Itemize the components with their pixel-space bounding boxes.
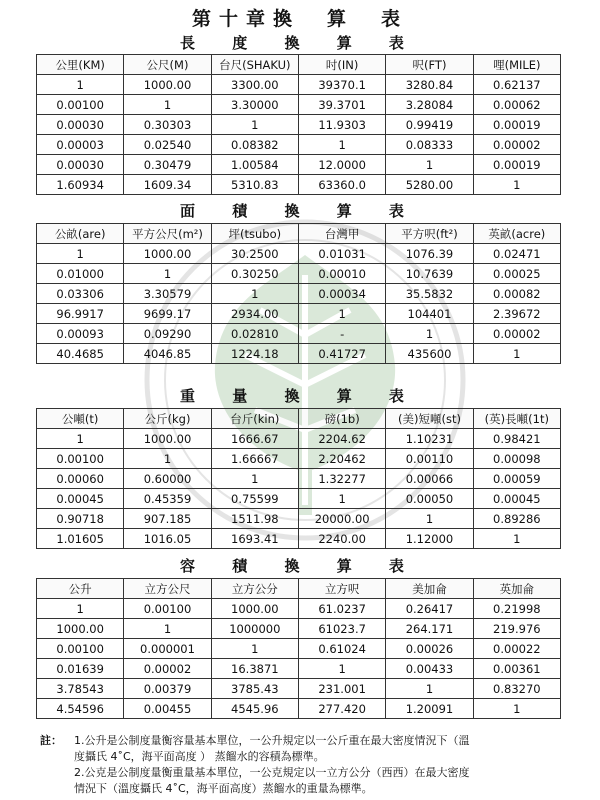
- table-cell: 1: [37, 429, 124, 449]
- table-row: [37, 699, 561, 719]
- table-cell: 0.30303: [124, 115, 211, 135]
- table-row: [37, 324, 561, 344]
- table-cell: 1693.41: [211, 529, 298, 549]
- table-row: [37, 679, 561, 699]
- table-cell: 3.28084: [386, 95, 473, 115]
- table-cell: 1.20091: [386, 699, 473, 719]
- table-cell: 1: [124, 619, 211, 639]
- table-cell: 0.61024: [298, 639, 385, 659]
- table-cell: 1: [124, 264, 211, 284]
- table-cell: 1: [386, 679, 473, 699]
- table-cell: 5280.00: [386, 175, 473, 195]
- note-2-line-2: 情況下（溫度攝氏 4˚C，海平面高度）蒸餾水的重量為標準。: [74, 782, 373, 795]
- table-cell: 3.78543: [37, 679, 124, 699]
- table-cell: 1: [37, 75, 124, 95]
- column-header: 公里(KM): [37, 55, 124, 75]
- table-cell: 96.9917: [37, 304, 124, 324]
- table-cell: 0.00093: [37, 324, 124, 344]
- table-cell: 907.185: [124, 509, 211, 529]
- table-cell: 1000.00: [37, 619, 124, 639]
- column-header: 英加侖: [473, 579, 560, 599]
- table-cell: 1666.67: [211, 429, 298, 449]
- table-cell: 0.83270: [473, 679, 560, 699]
- table-cell: 1: [37, 244, 124, 264]
- table-cell: 0.00059: [473, 469, 560, 489]
- table-cell: 277.420: [298, 699, 385, 719]
- table-cell: 1.12000: [386, 529, 473, 549]
- table-cell: 0.00100: [37, 95, 124, 115]
- table-cell: 435600: [386, 344, 473, 364]
- table-cell: 3785.43: [211, 679, 298, 699]
- column-header: 公尺(M): [124, 55, 211, 75]
- table-row: [37, 449, 561, 469]
- table-cell: 0.00002: [473, 135, 560, 155]
- table-cell: 1: [37, 599, 124, 619]
- table-cell: 1000.00: [124, 244, 211, 264]
- column-header: (英)長噸(1t): [473, 409, 560, 429]
- column-header: 吋(IN): [298, 55, 385, 75]
- table-cell: 5310.83: [211, 175, 298, 195]
- column-header: 呎(FT): [386, 55, 473, 75]
- table-cell: 0.00110: [386, 449, 473, 469]
- table-cell: 61.0237: [298, 599, 385, 619]
- table-cell: 0.00433: [386, 659, 473, 679]
- table-cell: 231.001: [298, 679, 385, 699]
- table-row: [37, 264, 561, 284]
- column-header: 公升: [37, 579, 124, 599]
- table-cell: 0.03306: [37, 284, 124, 304]
- table-cell: 10.7639: [386, 264, 473, 284]
- table-cell: 40.4685: [37, 344, 124, 364]
- table-cell: 0.00034: [298, 284, 385, 304]
- column-header: (美)短噸(st): [386, 409, 473, 429]
- table-row: [37, 175, 561, 195]
- column-header: 坪(tsubo): [211, 224, 298, 244]
- table-cell: 0.75599: [211, 489, 298, 509]
- table-cell: 0.00002: [124, 659, 211, 679]
- column-header: 美加侖: [386, 579, 473, 599]
- column-header: 平方呎(ft²): [386, 224, 473, 244]
- column-header: 立方公分: [211, 579, 298, 599]
- table-cell: 1: [211, 115, 298, 135]
- table-cell: 104401: [386, 304, 473, 324]
- table-cell: 1: [386, 155, 473, 175]
- table-cell: 1: [211, 469, 298, 489]
- table-cell: 0.00030: [37, 155, 124, 175]
- column-header: 平方公尺(m²): [124, 224, 211, 244]
- weight-conversion-table: [36, 408, 561, 549]
- table-cell: 0.00019: [473, 115, 560, 135]
- column-header: 立方公尺: [124, 579, 211, 599]
- weight-section-title: 重 量 換 算 表: [180, 387, 420, 405]
- table-cell: 0.00379: [124, 679, 211, 699]
- column-header: 公畝(are): [37, 224, 124, 244]
- note-1-line-1: 1.公升是公制度量衡容量基本單位，一公升規定以一公斤重在最大密度情況下（溫: [74, 734, 470, 747]
- chapter-title: 第十章換 算 表: [191, 8, 408, 30]
- table-cell: 0.60000: [124, 469, 211, 489]
- table-cell: 1: [211, 639, 298, 659]
- table-cell: 61023.7: [298, 619, 385, 639]
- table-cell: 1: [298, 135, 385, 155]
- table-row: [37, 115, 561, 135]
- table-cell: 0.26417: [386, 599, 473, 619]
- table-cell: 2240.00: [298, 529, 385, 549]
- column-header: 英畝(acre): [473, 224, 560, 244]
- table-row: [37, 155, 561, 175]
- table-cell: 2204.62: [298, 429, 385, 449]
- table-cell: 0.00098: [473, 449, 560, 469]
- table-cell: 0.21998: [473, 599, 560, 619]
- table-cell: 0.00019: [473, 155, 560, 175]
- table-row: [37, 469, 561, 489]
- table-row: [37, 619, 561, 639]
- header-row: [37, 409, 561, 429]
- table-cell: 1: [298, 659, 385, 679]
- table-cell: 1224.18: [211, 344, 298, 364]
- notes-label: 註：: [40, 734, 62, 747]
- table-cell: 20000.00: [298, 509, 385, 529]
- table-cell: 11.9303: [298, 115, 385, 135]
- table-cell: 0.41727: [298, 344, 385, 364]
- table-cell: 1: [386, 324, 473, 344]
- table-cell: 0.00100: [124, 599, 211, 619]
- table-cell: 0.45359: [124, 489, 211, 509]
- table-cell: 4.54596: [37, 699, 124, 719]
- table-cell: 63360.0: [298, 175, 385, 195]
- table-row: [37, 75, 561, 95]
- table-cell: 1: [473, 529, 560, 549]
- table-cell: 4046.85: [124, 344, 211, 364]
- table-cell: 1000.00: [124, 75, 211, 95]
- table-cell: 3.30000: [211, 95, 298, 115]
- header-row: [37, 224, 561, 244]
- table-cell: 0.00025: [473, 264, 560, 284]
- table-cell: 0.01031: [298, 244, 385, 264]
- table-cell: 39370.1: [298, 75, 385, 95]
- table-cell: 1: [473, 344, 560, 364]
- table-cell: 1: [211, 284, 298, 304]
- table-cell: 4545.96: [211, 699, 298, 719]
- table-row: [37, 244, 561, 264]
- table-cell: 0.99419: [386, 115, 473, 135]
- area-section-title: 面 積 換 算 表: [180, 202, 420, 220]
- table-cell: 0.00100: [37, 449, 124, 469]
- table-row: [37, 344, 561, 364]
- length-conversion-table: [36, 54, 561, 195]
- note-1-line-2: 度攝氏 4˚C，海平面高度 ） 蒸餾水的容積為標準。: [74, 750, 325, 763]
- table-cell: 1: [124, 95, 211, 115]
- table-cell: 0.30250: [211, 264, 298, 284]
- table-row: [37, 429, 561, 449]
- table-cell: 264.171: [386, 619, 473, 639]
- table-cell: 1: [473, 175, 560, 195]
- table-cell: 0.00003: [37, 135, 124, 155]
- table-cell: 9699.17: [124, 304, 211, 324]
- table-cell: 1016.05: [124, 529, 211, 549]
- table-cell: 1076.39: [386, 244, 473, 264]
- length-section-title: 長 度 換 算 表: [180, 34, 420, 52]
- table-row: [37, 304, 561, 324]
- table-cell: 0.00030: [37, 115, 124, 135]
- table-cell: 0.09290: [124, 324, 211, 344]
- table-row: [37, 599, 561, 619]
- table-cell: -: [298, 324, 385, 344]
- table-cell: 1609.34: [124, 175, 211, 195]
- column-header: 公斤(kg): [124, 409, 211, 429]
- table-cell: 0.00002: [473, 324, 560, 344]
- table-cell: 0.00045: [37, 489, 124, 509]
- table-cell: 1: [473, 699, 560, 719]
- table-cell: 1.10231: [386, 429, 473, 449]
- column-header: 公噸(t): [37, 409, 124, 429]
- table-cell: 16.3871: [211, 659, 298, 679]
- area-conversion-table: [36, 223, 561, 364]
- volume-section-title: 容 積 換 算 表: [180, 557, 420, 575]
- table-cell: 0.00060: [37, 469, 124, 489]
- table-row: [37, 135, 561, 155]
- table-cell: 0.00361: [473, 659, 560, 679]
- table-cell: 1000.00: [211, 599, 298, 619]
- table-row: [37, 659, 561, 679]
- table-cell: 1: [124, 449, 211, 469]
- note-2-line-1: 2.公克是公制度量衡重量基本單位，一公克規定以一立方公分（西西）在最大密度: [74, 766, 470, 779]
- table-cell: 0.01639: [37, 659, 124, 679]
- table-cell: 1: [298, 304, 385, 324]
- table-cell: 1.66667: [211, 449, 298, 469]
- table-row: [37, 529, 561, 549]
- table-cell: 1.00584: [211, 155, 298, 175]
- table-cell: 0.00066: [386, 469, 473, 489]
- table-row: [37, 95, 561, 115]
- table-cell: 0.000001: [124, 639, 211, 659]
- table-row: [37, 639, 561, 659]
- table-cell: 2934.00: [211, 304, 298, 324]
- column-header: 台斤(kin): [211, 409, 298, 429]
- table-cell: 1000.00: [124, 429, 211, 449]
- table-cell: 0.89286: [473, 509, 560, 529]
- table-cell: 3300.00: [211, 75, 298, 95]
- table-cell: 35.5832: [386, 284, 473, 304]
- table-cell: 3.30579: [124, 284, 211, 304]
- table-cell: 0.01000: [37, 264, 124, 284]
- footnotes: [40, 733, 570, 797]
- table-cell: 3280.84: [386, 75, 473, 95]
- volume-conversion-table: [36, 578, 561, 719]
- table-cell: 0.08333: [386, 135, 473, 155]
- table-cell: 1.60934: [37, 175, 124, 195]
- table-cell: 0.08382: [211, 135, 298, 155]
- table-cell: 0.02540: [124, 135, 211, 155]
- table-cell: 1: [386, 509, 473, 529]
- table-cell: 1.01605: [37, 529, 124, 549]
- table-cell: 0.00026: [386, 639, 473, 659]
- column-header: 磅(1b): [298, 409, 385, 429]
- table-cell: 0.02810: [211, 324, 298, 344]
- table-cell: 0.00022: [473, 639, 560, 659]
- table-cell: 0.00045: [473, 489, 560, 509]
- table-cell: 1000000: [211, 619, 298, 639]
- table-cell: 39.3701: [298, 95, 385, 115]
- column-header: 台灣甲: [298, 224, 385, 244]
- table-cell: 0.00010: [298, 264, 385, 284]
- table-cell: 30.2500: [211, 244, 298, 264]
- table-row: [37, 284, 561, 304]
- table-cell: 219.976: [473, 619, 560, 639]
- table-cell: 1.32277: [298, 469, 385, 489]
- table-cell: 0.00050: [386, 489, 473, 509]
- table-cell: 0.30479: [124, 155, 211, 175]
- table-cell: 0.00100: [37, 639, 124, 659]
- column-header: 立方呎: [298, 579, 385, 599]
- table-cell: 2.20462: [298, 449, 385, 469]
- table-cell: 0.02471: [473, 244, 560, 264]
- table-cell: 0.90718: [37, 509, 124, 529]
- table-cell: 0.00455: [124, 699, 211, 719]
- table-cell: 1511.98: [211, 509, 298, 529]
- table-cell: 0.00062: [473, 95, 560, 115]
- table-row: [37, 509, 561, 529]
- table-cell: 0.98421: [473, 429, 560, 449]
- column-header: 台尺(SHAKU): [211, 55, 298, 75]
- table-cell: 0.00082: [473, 284, 560, 304]
- header-row: [37, 579, 561, 599]
- table-cell: 1: [298, 489, 385, 509]
- table-cell: 0.62137: [473, 75, 560, 95]
- table-cell: 12.0000: [298, 155, 385, 175]
- table-row: [37, 489, 561, 509]
- column-header: 哩(MILE): [473, 55, 560, 75]
- header-row: [37, 55, 561, 75]
- table-cell: 2.39672: [473, 304, 560, 324]
